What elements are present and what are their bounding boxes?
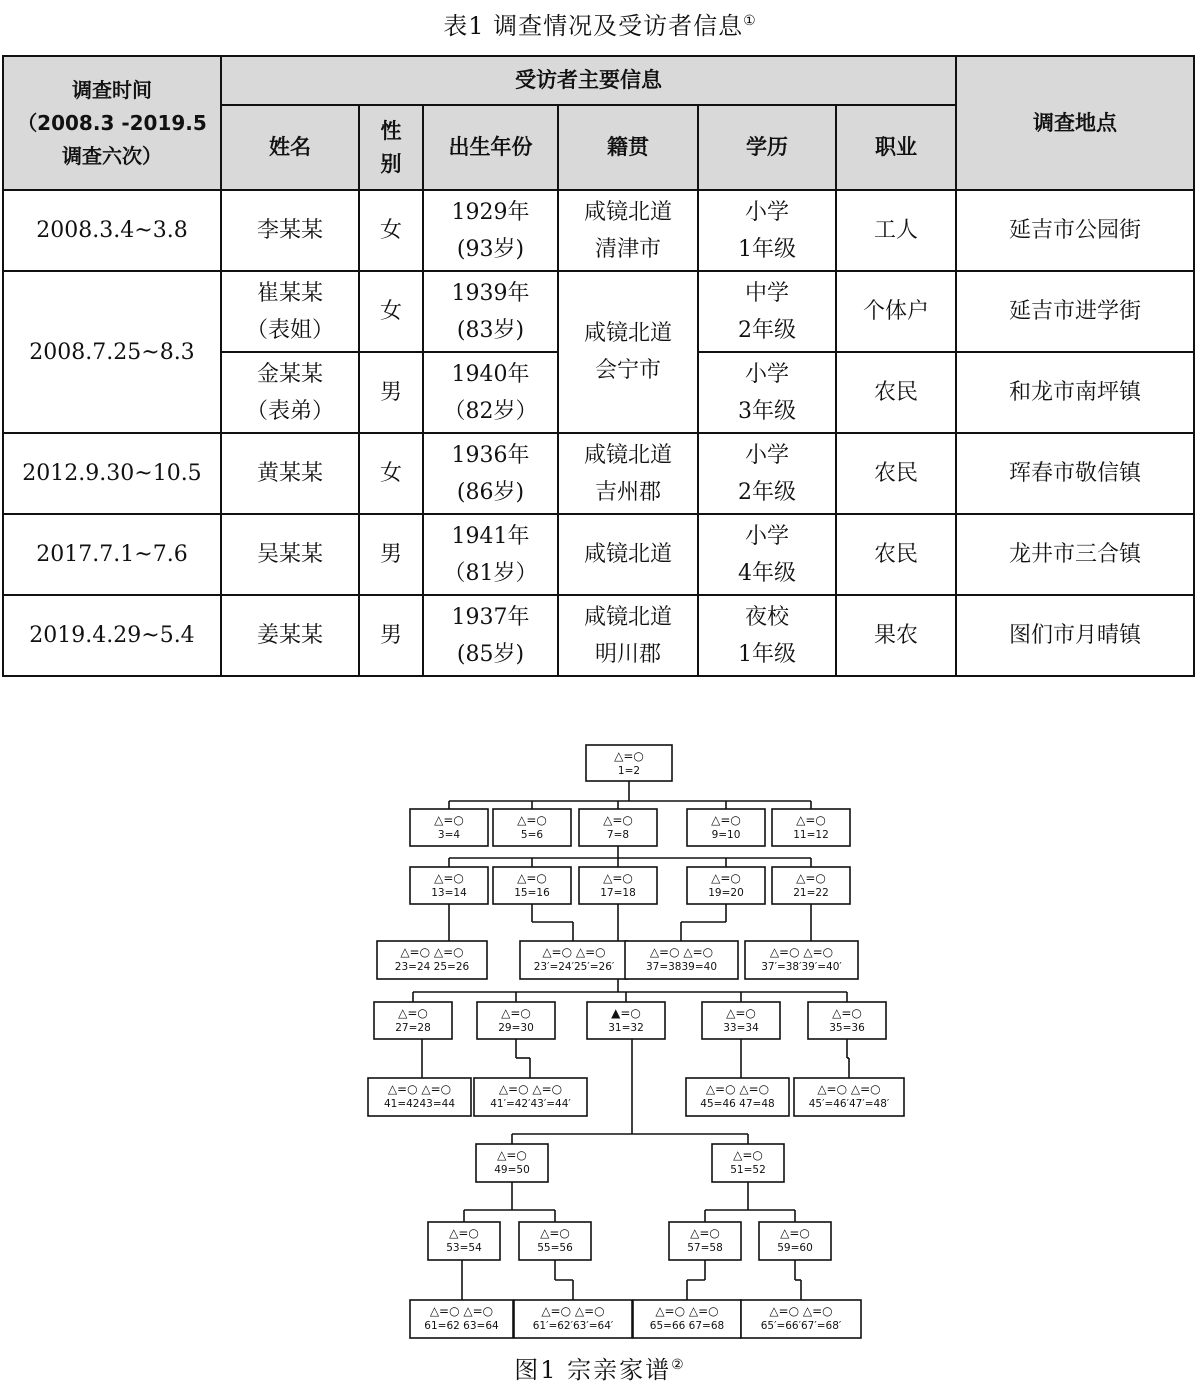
cell-birth-year: 1936年	[451, 442, 530, 468]
tree-node-numbers: 31=32	[608, 1022, 644, 1034]
cell-native-province: 咸镜北道	[583, 604, 672, 630]
tree-node	[687, 867, 765, 904]
tree-node	[474, 1078, 587, 1116]
tree-node-symbols: △=○	[501, 1006, 531, 1020]
cell-edu-grade: 2年级	[738, 317, 796, 343]
tree-node-numbers: 55=56	[537, 1242, 573, 1254]
tree-node-symbols: △=○	[434, 871, 464, 885]
tree-node	[808, 1002, 886, 1039]
cell-sex: 女	[359, 190, 423, 271]
tree-node-symbols: △=○	[780, 1226, 810, 1240]
tree-node-symbols: △=○	[796, 871, 826, 885]
cell-sex: 男	[359, 514, 423, 595]
tree-node-numbers: 13=14	[431, 887, 467, 899]
cell-native-city: 清津市	[594, 236, 661, 262]
cell-job: 个体户	[836, 271, 956, 352]
cell-sex: 女	[359, 433, 423, 514]
tree-node	[410, 1300, 513, 1338]
cell-native-city: 会宁市	[594, 358, 661, 383]
tree-node	[772, 809, 850, 846]
table-row	[3, 595, 1194, 676]
tree-node-symbols: △=○	[614, 749, 644, 763]
tree-node-symbols: △=○	[517, 871, 547, 885]
tree-node	[493, 867, 571, 904]
cell-job: 农民	[836, 433, 956, 514]
cell-edu	[698, 271, 836, 352]
tree-node-numbers: 27=28	[395, 1022, 431, 1034]
cell-age: （82岁）	[443, 398, 538, 424]
tree-node	[702, 1002, 780, 1039]
tree-node	[669, 1222, 741, 1260]
tree-node-numbers: 33=34	[723, 1022, 759, 1034]
tree-node-symbols: △=○ △=○	[655, 1304, 719, 1318]
tree-node-numbers: 19=20	[708, 887, 744, 899]
cell-age: (85岁)	[456, 641, 525, 667]
tree-node-symbols: △=○ △=○	[817, 1082, 881, 1096]
title-footnote-mark: ①	[743, 13, 757, 29]
tree-node-numbers: 45=46 47=48	[700, 1098, 775, 1110]
cell-edu-level: 小学	[744, 523, 789, 549]
cell-edu-grade: 2年级	[738, 479, 796, 505]
cell-job: 农民	[836, 352, 956, 433]
tree-node-symbols: △=○ △=○	[769, 945, 834, 959]
tree-node-numbers: 23′=24′25′=26′	[533, 961, 615, 973]
tree-node-symbols: △=○	[733, 1148, 763, 1162]
tree-node-numbers: 21=22	[793, 887, 829, 899]
tree-node-symbols: △=○	[449, 1226, 479, 1240]
cell-place: 龙井市三合镇	[956, 514, 1194, 595]
tree-node-numbers: 51=52	[730, 1164, 766, 1176]
tree-node	[759, 1222, 831, 1260]
cell-sex: 男	[359, 595, 423, 676]
tree-node-numbers: 37′=38′39′=40′	[761, 961, 842, 973]
tree-node-numbers: 3=4	[437, 829, 461, 841]
tree-node-numbers: 7=8	[606, 829, 630, 841]
tree-node-symbols: △=○ △=○	[649, 945, 714, 959]
cell-name: 黄某某	[221, 433, 359, 514]
cell-edu	[698, 190, 836, 271]
cell-place: 和龙市南坪镇	[956, 352, 1194, 433]
header-birth: 出生年份	[423, 105, 558, 190]
cell-job: 农民	[836, 514, 956, 595]
family-tree-diagram	[360, 738, 910, 1346]
cell-period: 2012.9.30~10.5	[3, 433, 221, 514]
cell-native: 咸镜北道	[558, 514, 698, 595]
cell-native-province: 咸镜北道	[583, 321, 672, 346]
tree-node-numbers: 11=12	[793, 829, 829, 841]
cell-sex: 女	[359, 271, 423, 352]
tree-node	[374, 1002, 452, 1039]
tree-node	[377, 941, 487, 979]
tree-node-symbols: △=○	[540, 1226, 570, 1240]
tree-node	[625, 941, 738, 979]
tree-node	[586, 745, 672, 781]
cell-native	[558, 271, 698, 433]
tree-node-numbers: 65=66 67=68	[649, 1320, 725, 1332]
cell-age: (86岁)	[456, 479, 525, 505]
tree-node-symbols: △=○ △=○	[542, 945, 606, 959]
cell-native-province: 咸镜北道	[583, 442, 672, 468]
tree-node-symbols: △=○	[398, 1006, 428, 1020]
tree-node-numbers: 61′=62′63′=64′	[532, 1320, 614, 1332]
cell-name: 李某某	[221, 190, 359, 271]
cell-native-city: 明川郡	[594, 641, 661, 667]
tree-node	[477, 1002, 555, 1039]
header-period-line3: 调查六次）	[62, 143, 162, 168]
tree-node	[579, 867, 657, 904]
cell-job: 果农	[836, 595, 956, 676]
figure-caption-text: 图1 宗亲家谱	[514, 1356, 672, 1384]
cell-birth	[423, 595, 558, 676]
tree-node	[428, 1222, 500, 1260]
tree-node-symbols: △=○	[796, 813, 826, 827]
cell-edu-grade: 1年级	[738, 236, 796, 262]
cell-edu-grade: 1年级	[738, 641, 796, 667]
cell-birth	[423, 271, 558, 352]
cell-native-city: 吉州郡	[594, 479, 661, 505]
tree-node-numbers: 5=6	[520, 829, 544, 841]
table-row	[3, 433, 1194, 514]
tree-node-symbols: △=○ △=○	[541, 1304, 605, 1318]
header-group: 受访者主要信息	[221, 56, 956, 105]
header-edu: 学历	[698, 105, 836, 190]
cell-birth	[423, 352, 558, 433]
caption-footnote-mark: ②	[671, 1357, 686, 1373]
tree-node	[772, 867, 850, 904]
tree-node-numbers: 17=18	[600, 887, 636, 899]
cell-birth-year: 1939年	[451, 280, 530, 306]
tree-node-symbols: △=○	[434, 813, 464, 827]
table-row	[3, 514, 1194, 595]
header-sex-line1: 性	[380, 118, 402, 143]
tree-node	[587, 1002, 665, 1039]
header-period-line1: 调查时间	[72, 77, 152, 102]
tree-node-symbols: △=○	[832, 1006, 862, 1020]
tree-node	[519, 1222, 591, 1260]
tree-node-numbers: 45′=46′47′=48′	[808, 1098, 890, 1110]
tree-node	[712, 1144, 784, 1182]
cell-job: 工人	[836, 190, 956, 271]
cell-period: 2017.7.1~7.6	[3, 514, 221, 595]
cell-birth	[423, 190, 558, 271]
tree-node-symbols: △=○	[726, 1006, 756, 1020]
cell-relation: （表姐）	[245, 317, 334, 343]
header-period-line2: （2008.3 -2019.5	[17, 110, 207, 135]
tree-node-symbols: △=○	[711, 871, 741, 885]
tree-node	[493, 809, 571, 846]
tree-node-numbers: 15=16	[514, 887, 550, 899]
tree-node	[745, 941, 858, 979]
tree-node-numbers: 1=2	[617, 765, 641, 777]
cell-place: 延吉市进学街	[956, 271, 1194, 352]
tree-node-symbols: ▲=○	[611, 1006, 641, 1020]
figure-caption	[0, 1350, 1200, 1385]
tree-node-symbols: △=○	[711, 813, 741, 827]
header-job: 职业	[836, 105, 956, 190]
cell-native	[558, 433, 698, 514]
cell-edu	[698, 433, 836, 514]
tree-node-symbols: △=○	[517, 813, 547, 827]
cell-place: 珲春市敬信镇	[956, 433, 1194, 514]
tree-node	[687, 809, 765, 846]
cell-name	[221, 271, 359, 352]
tree-node	[741, 1300, 861, 1338]
tree-node	[476, 1144, 548, 1182]
cell-age: (93岁)	[456, 236, 525, 262]
cell-period: 2019.4.29~5.4	[3, 595, 221, 676]
tree-node	[520, 941, 628, 979]
tree-node-symbols: △=○	[690, 1226, 720, 1240]
tree-node-numbers: 61=62 63=64	[424, 1320, 499, 1332]
tree-node-numbers: 65′=66′67′=68′	[760, 1320, 842, 1332]
cell-edu-level: 夜校	[744, 604, 789, 630]
tree-node-symbols: △=○	[497, 1148, 527, 1162]
header-name: 姓名	[221, 105, 359, 190]
cell-native	[558, 190, 698, 271]
header-native: 籍贯	[558, 105, 698, 190]
cell-edu	[698, 514, 836, 595]
cell-birth-year: 1941年	[451, 523, 530, 549]
tree-node-numbers: 41=4243=44	[383, 1098, 456, 1110]
cell-birth-year: 1940年	[451, 361, 530, 387]
cell-edu-grade: 3年级	[738, 398, 796, 424]
header-period	[3, 56, 221, 190]
tree-node-symbols: △=○	[603, 871, 633, 885]
cell-birth	[423, 433, 558, 514]
cell-birth-year: 1929年	[451, 199, 530, 225]
cell-name-text: 崔某某	[256, 280, 323, 306]
family-tree-nodes	[368, 745, 904, 1338]
cell-native	[558, 595, 698, 676]
cell-edu	[698, 352, 836, 433]
cell-edu-level: 小学	[744, 442, 789, 468]
table-title	[0, 6, 1200, 41]
tree-node	[579, 809, 657, 846]
tree-node-numbers: 37=3839=40	[645, 961, 718, 973]
tree-node	[514, 1300, 632, 1338]
cell-name-text: 金某某	[256, 361, 323, 387]
cell-name	[221, 352, 359, 433]
tree-node-numbers: 59=60	[777, 1242, 813, 1254]
tree-node-symbols: △=○ △=○	[498, 1082, 563, 1096]
tree-node-symbols: △=○ △=○	[769, 1304, 833, 1318]
tree-node-symbols: △=○ △=○	[400, 945, 464, 959]
cell-period: 2008.3.4~3.8	[3, 190, 221, 271]
cell-name: 姜某某	[221, 595, 359, 676]
tree-node-numbers: 49=50	[494, 1164, 530, 1176]
tree-node-numbers: 35=36	[829, 1022, 865, 1034]
cell-birth	[423, 514, 558, 595]
tree-node-numbers: 57=58	[687, 1242, 723, 1254]
cell-place: 图们市月晴镇	[956, 595, 1194, 676]
tree-node-numbers: 9=10	[711, 829, 741, 841]
cell-native-province: 咸镜北道	[583, 199, 672, 225]
cell-sex: 男	[359, 352, 423, 433]
cell-age: （81岁）	[443, 560, 538, 586]
cell-edu-level: 中学	[744, 280, 789, 306]
cell-edu-level: 小学	[744, 199, 789, 225]
cell-birth-year: 1937年	[451, 604, 530, 630]
cell-relation: （表弟）	[245, 398, 334, 424]
table-row	[3, 271, 1194, 352]
tree-node	[633, 1300, 741, 1338]
header-sex	[359, 105, 423, 190]
tree-node-numbers: 29=30	[498, 1022, 534, 1034]
cell-place: 延吉市公园街	[956, 190, 1194, 271]
table-row	[3, 190, 1194, 271]
cell-period: 2008.7.25~8.3	[3, 271, 221, 433]
tree-node	[686, 1078, 789, 1116]
header-sex-line2: 别	[380, 151, 402, 176]
cell-edu-level: 小学	[744, 361, 789, 387]
cell-edu	[698, 595, 836, 676]
tree-node	[410, 867, 488, 904]
table-title-text: 表1 调查情况及受访者信息	[443, 12, 744, 40]
header-place: 调查地点	[956, 56, 1194, 190]
cell-age: (83岁)	[456, 317, 525, 343]
tree-node-symbols: △=○ △=○	[705, 1082, 770, 1096]
tree-node	[368, 1078, 471, 1116]
tree-node-numbers: 41′=42′43′=44′	[490, 1098, 571, 1110]
cell-edu-grade: 4年级	[738, 560, 796, 586]
tree-node	[410, 809, 488, 846]
tree-node-symbols: △=○	[603, 813, 633, 827]
tree-node-symbols: △=○ △=○	[429, 1304, 494, 1318]
tree-node-symbols: △=○ △=○	[387, 1082, 452, 1096]
tree-node-numbers: 53=54	[446, 1242, 482, 1254]
tree-node	[794, 1078, 904, 1116]
survey-table	[2, 55, 1195, 677]
tree-node-numbers: 23=24 25=26	[394, 961, 470, 973]
cell-name: 吴某某	[221, 514, 359, 595]
